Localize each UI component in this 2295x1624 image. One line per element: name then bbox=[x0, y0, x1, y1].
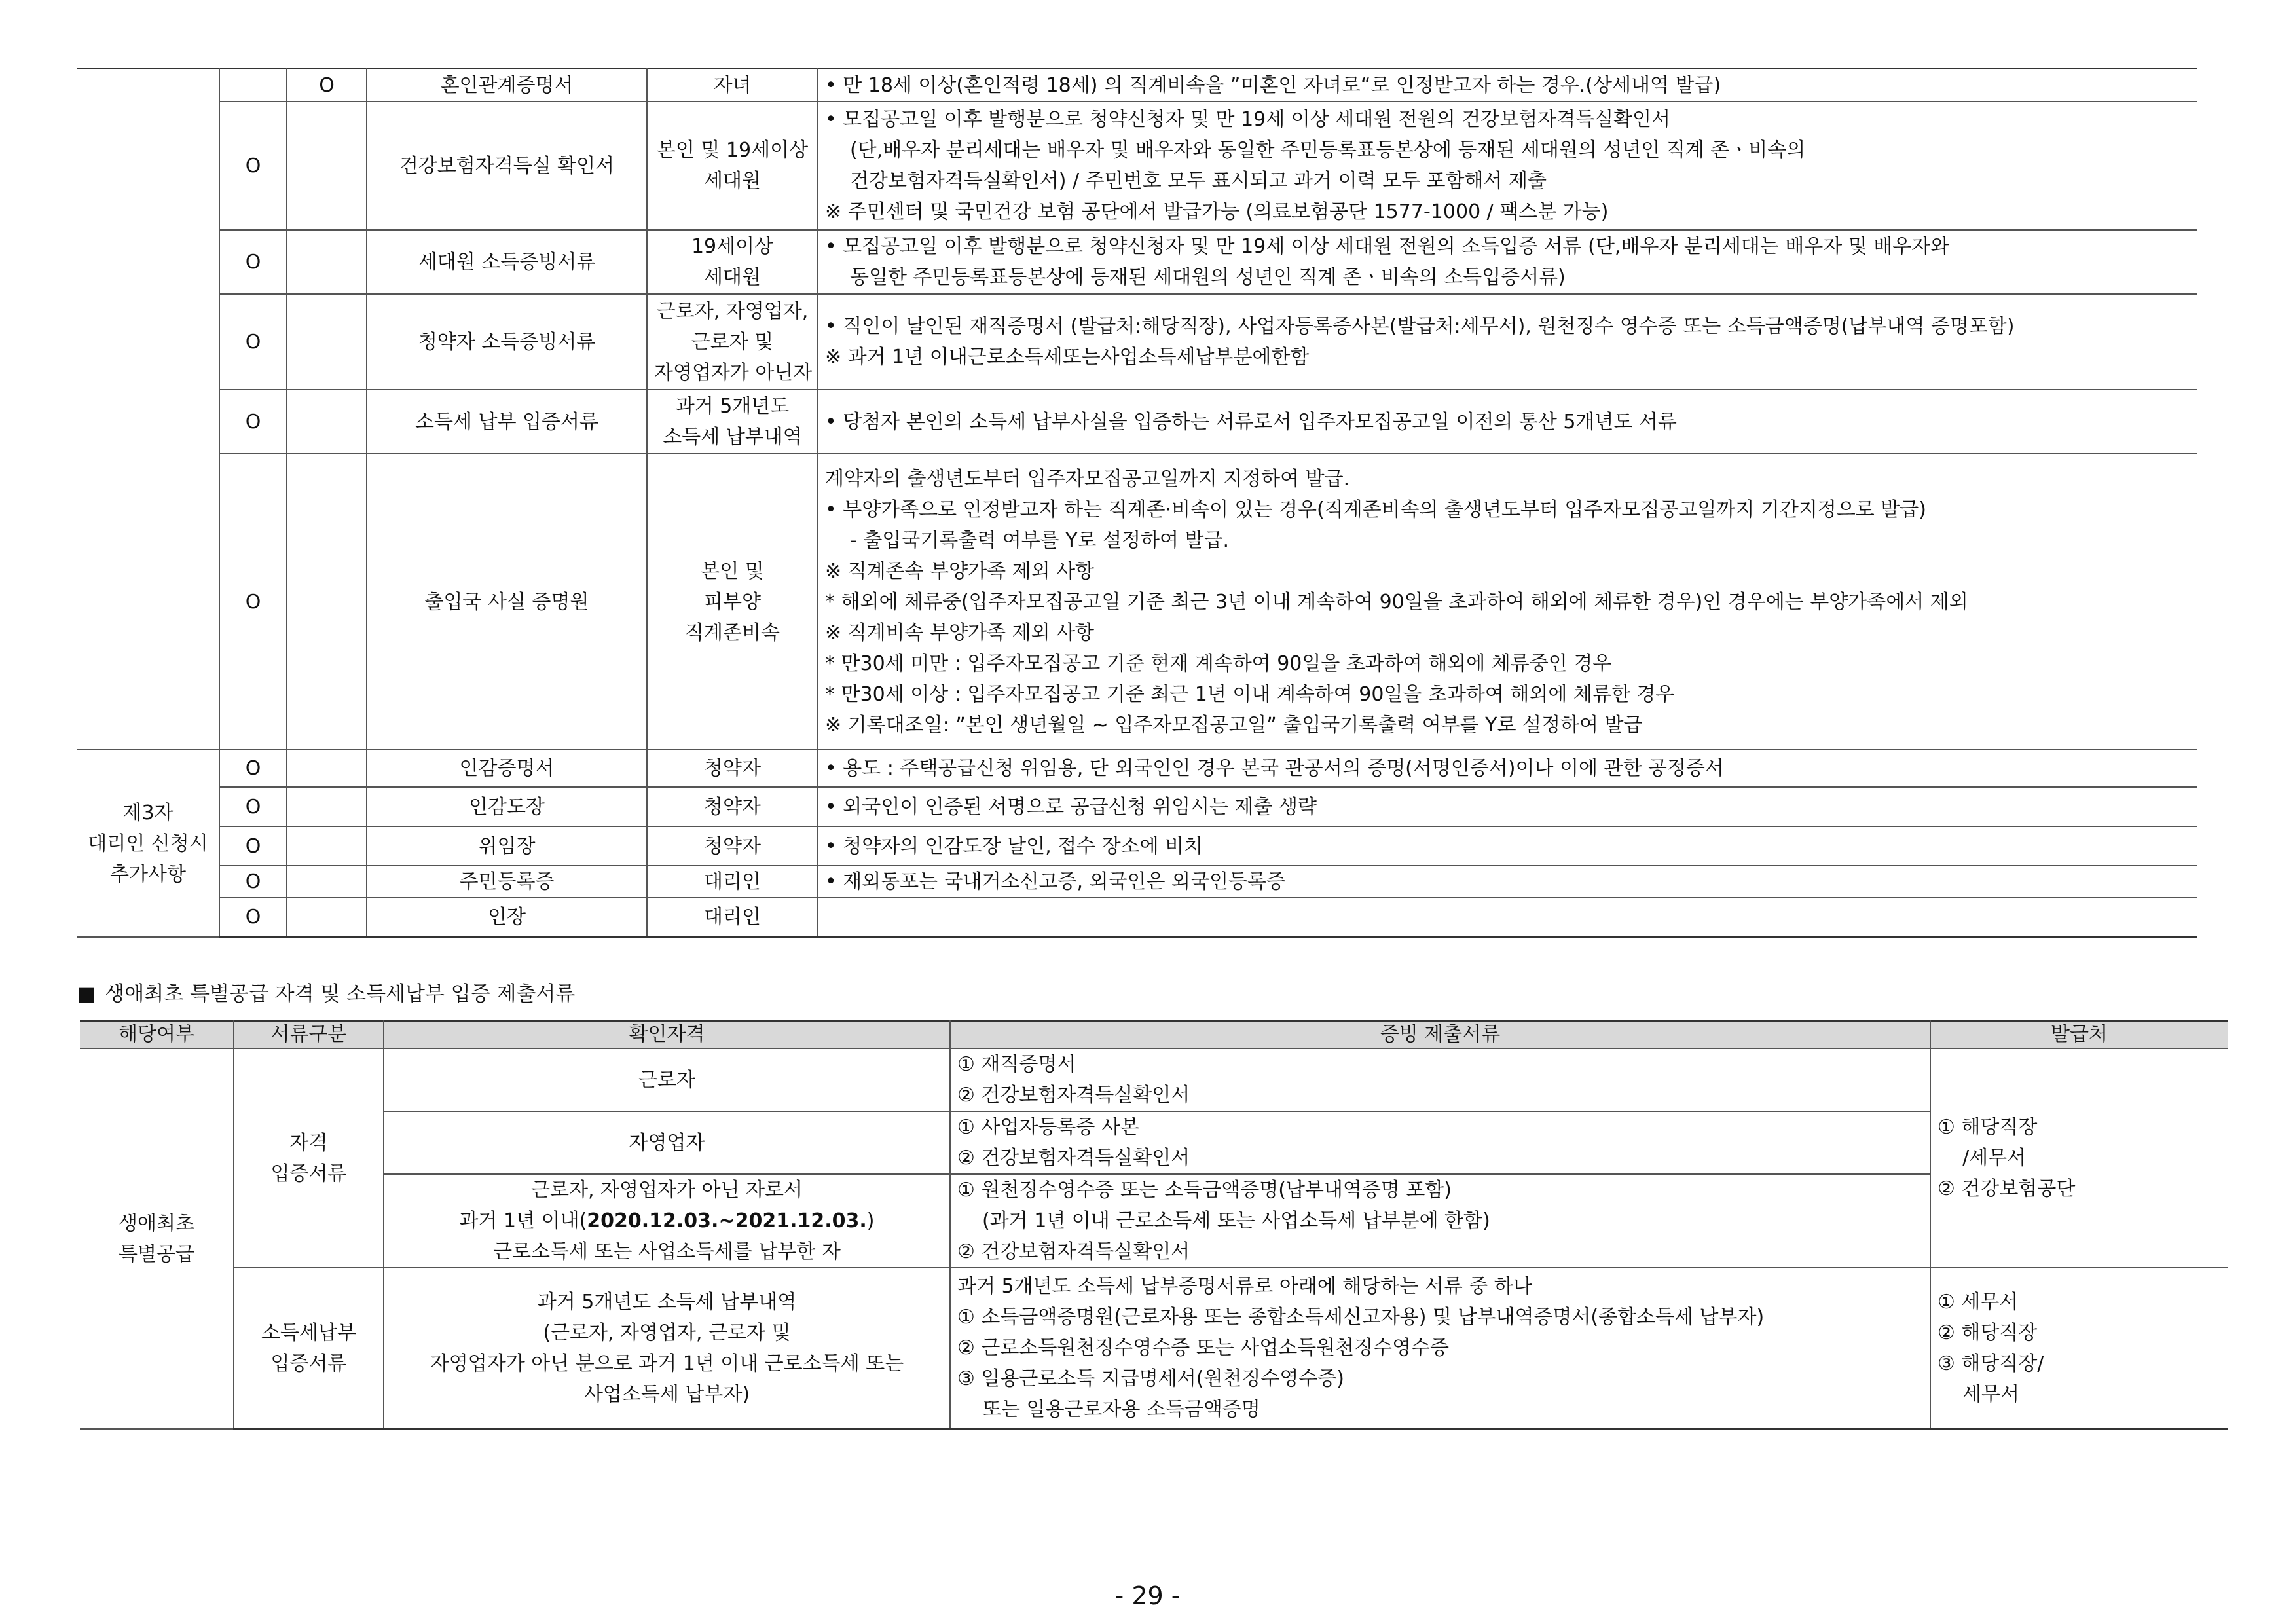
check-cell bbox=[287, 787, 367, 826]
target-cell: 본인 및 피부양 직계존비속 bbox=[647, 454, 818, 750]
check-cell bbox=[287, 750, 367, 787]
check-cell: O bbox=[219, 294, 287, 390]
page-number: - 29 - bbox=[1114, 1581, 1181, 1610]
note-cell: • 외국인이 인증된 서명으로 공급신청 위임시는 제출 생략 bbox=[818, 787, 2197, 826]
proxy-group-label: 제3자 대리인 신청시 추가사항 bbox=[77, 750, 219, 937]
column-header: 해당여부 bbox=[80, 1021, 234, 1048]
check-cell bbox=[219, 69, 287, 101]
group-label: 생애최초 특별공급 bbox=[80, 1048, 234, 1429]
column-header: 서류구분 bbox=[234, 1021, 384, 1048]
documents-cell: ① 사업자등록증 사본 ② 건강보험자격득실확인서 bbox=[950, 1111, 1930, 1174]
check-cell: O bbox=[287, 69, 367, 101]
check-cell bbox=[287, 826, 367, 866]
column-header: 증빙 제출서류 bbox=[950, 1021, 1930, 1048]
check-cell bbox=[287, 230, 367, 294]
document-name: 인감도장 bbox=[367, 787, 647, 826]
check-cell: O bbox=[219, 866, 287, 898]
target-cell: 근로자, 자영업자, 근로자 및 자영업자가 아닌자 bbox=[647, 294, 818, 390]
column-header: 확인자격 bbox=[384, 1021, 950, 1048]
document-name: 소득세 납부 입증서류 bbox=[367, 390, 647, 454]
qualification-cell: 자영업자 bbox=[384, 1111, 950, 1174]
target-cell: 과거 5개년도 소득세 납부내역 bbox=[647, 390, 818, 454]
target-cell: 자녀 bbox=[647, 69, 818, 101]
table-row bbox=[77, 101, 2197, 230]
table-row bbox=[77, 826, 2197, 866]
table-row bbox=[77, 294, 2197, 390]
note-cell: 계약자의 출생년도부터 입주자모집공고일까지 지정하여 발급. • 부양가족으로 인정받고자 하는 직계존·비속이 있는 경우(직계존비속의 출생년도부터 입주자모집공고일까지 기간지정으로 발급) - 출입국기록출력 여부를 Y로 설정하여 발급. ※ 직계존속 부양가족 제외 사항 * 해외에 체류중(입주자모집공고일 기준 최근 3년 이내 계속하여 90일을 초과하여 해외에 체류한 경우)인 경우에는 부양가족에서 제외 ※ 직계비속 부양가족 제외 사항 * 만30세 미만 : 입주자모집공고 기준 현재 계속하여 90일을 초과하여 해외에 체류중인 경우 * 만30세 이상 : 입주자모집공고 기준 최근 1년 이내 계속하여 90일을 초과하여 해외에 체류한 경우 ※ 기록대조일: ”본인 생년월일 ~ 입주자모집공고일” 출입국기록출력 여부를 Y로 설정하여 발급 bbox=[818, 454, 2197, 750]
document-name: 혼인관계증명서 bbox=[367, 69, 647, 101]
check-cell bbox=[287, 390, 367, 454]
document-name: 세대원 소득증빙서류 bbox=[367, 230, 647, 294]
issuer-cell: ① 세무서 ② 해당직장 ③ 해당직장/ 세무서 bbox=[1930, 1268, 2228, 1429]
table-row bbox=[80, 1111, 2228, 1174]
document-name: 위임장 bbox=[367, 826, 647, 866]
table-row bbox=[77, 454, 2197, 750]
header-row bbox=[80, 1021, 2228, 1048]
document-name: 인장 bbox=[367, 898, 647, 937]
table-row bbox=[77, 69, 2197, 101]
check-cell: O bbox=[219, 230, 287, 294]
table-row bbox=[80, 1048, 2228, 1111]
category-cell: 자격 입증서류 bbox=[234, 1048, 384, 1268]
documents-table bbox=[77, 68, 2197, 938]
note-cell bbox=[818, 898, 2197, 937]
square-bullet-icon: ■ bbox=[77, 983, 96, 1006]
category-cell: 소득세납부 입증서류 bbox=[234, 1268, 384, 1429]
check-cell bbox=[287, 101, 367, 230]
note-cell: • 재외동포는 국내거소신고증, 외국인은 외국인등록증 bbox=[818, 866, 2197, 898]
table-row bbox=[80, 1174, 2228, 1268]
target-cell: 청약자 bbox=[647, 787, 818, 826]
check-cell bbox=[287, 898, 367, 937]
column-header: 발급처 bbox=[1930, 1021, 2228, 1048]
check-cell: O bbox=[219, 898, 287, 937]
target-cell: 대리인 bbox=[647, 898, 818, 937]
target-cell: 대리인 bbox=[647, 866, 818, 898]
check-cell bbox=[287, 294, 367, 390]
note-cell: • 당첨자 본인의 소득세 납부사실을 입증하는 서류로서 입주자모집공고일 이전의 통산 5개년도 서류 bbox=[818, 390, 2197, 454]
qualification-cell: 근로자 bbox=[384, 1048, 950, 1111]
documents-cell: 과거 5개년도 소득세 납부증명서류로 아래에 해당하는 서류 중 하나 ① 소득금액증명원(근로자용 또는 종합소득세신고자용) 및 납부내역증명서(종합소득세 납부자) ② 근로소득원천징수영수증 또는 사업소득원천징수영수증 ③ 일용근로소득 지급명세서(원천징수영수증) 또는 일용근로자용 소득금액증명 bbox=[950, 1268, 1930, 1429]
check-cell bbox=[287, 866, 367, 898]
table-row bbox=[77, 866, 2197, 898]
note-cell: • 모집공고일 이후 발행분으로 청약신청자 및 만 19세 이상 세대원 전원의 소득입증 서류 (단,배우자 분리세대는 배우자 및 배우자와 동일한 주민등록표등본상에 등재된 세대원의 성년인 직계 존ㆍ비속의 소득입증서류) bbox=[818, 230, 2197, 294]
target-cell: 본인 및 19세이상 세대원 bbox=[647, 101, 818, 230]
table-row bbox=[77, 898, 2197, 937]
qualification-cell: 과거 5개년도 소득세 납부내역 (근로자, 자영업자, 근로자 및 자영업자가 아닌 분으로 과거 1년 이내 근로소득세 또는 사업소득세 납부자) bbox=[384, 1268, 950, 1429]
table-row bbox=[77, 230, 2197, 294]
note-cell: • 만 18세 이상(혼인적령 18세) 의 직계비속을 ”미혼인 자녀로“로 인정받고자 하는 경우.(상세내역 발급) bbox=[818, 69, 2197, 101]
note-cell: • 모집공고일 이후 발행분으로 청약신청자 및 만 19세 이상 세대원 전원의 건강보험자격득실확인서 (단,배우자 분리세대는 배우자 및 배우자와 동일한 주민등록표등본상에 등재된 세대원의 성년인 직계 존ㆍ비속의 건강보험자격득실확인서) / 주민번호 모두 표시되고 과거 이력 모두 포함해서 제출 ※ 주민센터 및 국민건강 보험 공단에서 발급가능 (의료보험공단 1577-1000 / 팩스분 가능) bbox=[818, 101, 2197, 230]
issuer-cell: ① 해당직장 /세무서 ② 건강보험공단 bbox=[1930, 1048, 2228, 1268]
documents-cell: ① 원천징수영수증 또는 소득금액증명(납부내역증명 포함) (과거 1년 이내 근로소득세 또는 사업소득세 납부분에 한함) ② 건강보험자격득실확인서 bbox=[950, 1174, 1930, 1268]
section-title bbox=[77, 981, 575, 1008]
qualification-cell: 근로자, 자영업자가 아닌 자로서 과거 1년 이내(2020.12.03.~2021.12.03.) 근로소득세 또는 사업소득세를 납부한 자 bbox=[384, 1174, 950, 1268]
document-name: 청약자 소득증빙서류 bbox=[367, 294, 647, 390]
first-home-documents-table bbox=[80, 1020, 2228, 1430]
document-name: 건강보험자격득실 확인서 bbox=[367, 101, 647, 230]
table-row bbox=[80, 1268, 2228, 1429]
check-cell bbox=[287, 454, 367, 750]
target-cell: 19세이상 세대원 bbox=[647, 230, 818, 294]
check-cell: O bbox=[219, 750, 287, 787]
section-title-text: 생애최초 특별공급 자격 및 소득세납부 입증 제출서류 bbox=[105, 982, 576, 1006]
check-cell: O bbox=[219, 454, 287, 750]
document-name: 출입국 사실 증명원 bbox=[367, 454, 647, 750]
note-cell: • 직인이 날인된 재직증명서 (발급처:해당직장), 사업자등록증사본(발급처:세무서), 원천징수 영수증 또는 소득금액증명(납부내역 증명포함) ※ 과거 1년 이내근로소득세또는사업소득세납부분에한함 bbox=[818, 294, 2197, 390]
group-cell-empty bbox=[77, 69, 219, 750]
check-cell: O bbox=[219, 390, 287, 454]
target-cell: 청약자 bbox=[647, 750, 818, 787]
table-row bbox=[77, 390, 2197, 454]
documents-cell: ① 재직증명서 ② 건강보험자격득실확인서 bbox=[950, 1048, 1930, 1111]
document-name: 주민등록증 bbox=[367, 866, 647, 898]
table-row bbox=[77, 787, 2197, 826]
note-cell: • 용도 : 주택공급신청 위임용, 단 외국인인 경우 본국 관공서의 증명(서명인증서)이나 이에 관한 공정증서 bbox=[818, 750, 2197, 787]
document-name: 인감증명서 bbox=[367, 750, 647, 787]
check-cell: O bbox=[219, 826, 287, 866]
table-row bbox=[77, 750, 2197, 787]
check-cell: O bbox=[219, 787, 287, 826]
check-cell: O bbox=[219, 101, 287, 230]
target-cell: 청약자 bbox=[647, 826, 818, 866]
note-cell: • 청약자의 인감도장 날인, 접수 장소에 비치 bbox=[818, 826, 2197, 866]
